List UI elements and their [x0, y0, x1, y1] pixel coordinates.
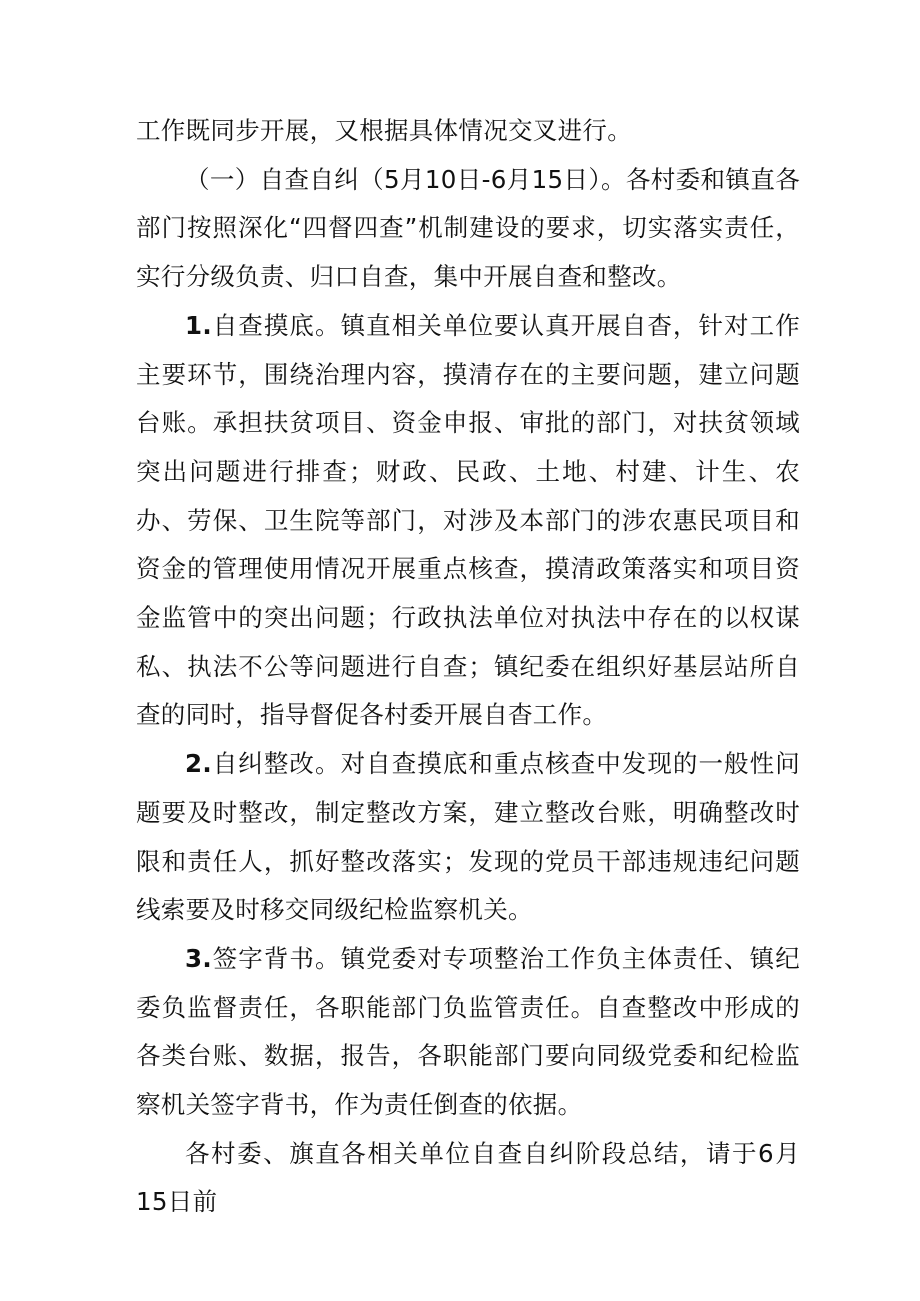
- paragraph-self-inspection-heading: （一）自查自纠（5月10日-6月15日）。各村委和镇直各部门按照深化“四督四查”机制建设的要求，切实落实责任，实行分级负责、归口自查，集中开展自查和整改。: [136, 164, 800, 292]
- item-number: 2.: [185, 749, 212, 779]
- paragraph-continuation: 工作既同步开展，又根据具体情况交叉进行。: [136, 116, 632, 145]
- document-body: [136, 107, 800, 1227]
- item-number: 3.: [185, 943, 212, 973]
- item-text: 签字背书。镇党委对专项整治工作负主体责任、镇纪委负监督责任，各职能部门负监管责任。自查整改中形成的各类台账、数据，报告，各职能部门要向同级党委和纪检监察机关签字背书，作为责任倒查的依据。: [136, 943, 800, 1120]
- paragraph-item-3: [136, 935, 800, 1130]
- paragraph-item-2: [136, 740, 800, 935]
- item-text: 自纠整改。对自查摸底和重点核查中发现的一般性问题要及时整改，制定整改方案，建立整改台账，明确整改时限和责任人，抓好整改落实；发现的党员干部违规违纪问题线索要及时移交同级纪检监察机关。: [136, 749, 800, 925]
- item-text: 自查摸底。镇直相关单位要认真开展自杳，针对工作主要环节，围绕治理内容，摸清存在的主要问题，建立问题台账。承担扶贫项目、资金申报、审批的部门，对扶贫领域突出问题进行排查；财政、民政、土地、村建、计生、农办、劳保、卫生院等部门，对涉及本部门的涉农惠民项目和资金的管理使用情况开展重点核查，摸清政策落实和项目资金监管中的突出问题；行政执法单位对执法中存在的以权谋私、执法不公等问题进行自查；镇纪委在组织好基层站所自查的同时，指导督促各村委开展自杳工作。: [136, 310, 800, 730]
- paragraph-item-1: [136, 302, 800, 740]
- item-number: 1.: [185, 310, 212, 340]
- paragraph-summary: 各村委、旗直各相关单位自查自纠阶段总结，请于6月15日前: [136, 1138, 800, 1217]
